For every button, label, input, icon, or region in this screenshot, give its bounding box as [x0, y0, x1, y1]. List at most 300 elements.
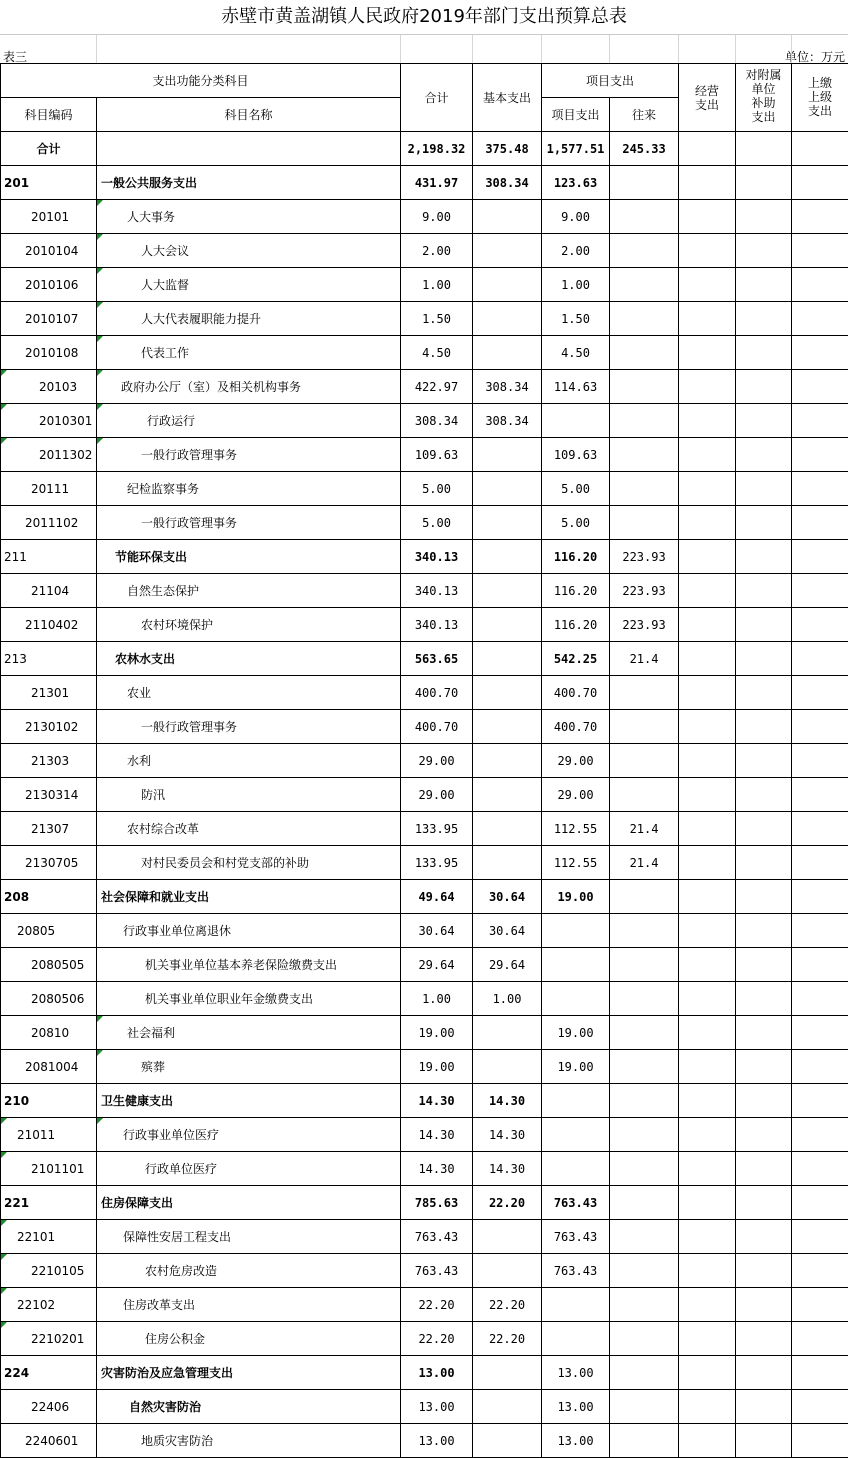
cell-project: 2.00 — [542, 234, 610, 268]
cell-name: 自然生态保护 — [97, 574, 401, 608]
cell-remit — [792, 336, 848, 370]
cell-transfer — [610, 166, 679, 200]
cell-remit — [792, 880, 848, 914]
cell-remit — [792, 438, 848, 472]
cell-total: 763.43 — [401, 1220, 473, 1254]
cell-total: 19.00 — [401, 1050, 473, 1084]
table-row — [1, 438, 848, 472]
cell-transfer: 223.93 — [610, 540, 679, 574]
cell-operating — [679, 540, 736, 574]
cell-project: 19.00 — [542, 880, 610, 914]
cell-total: 9.00 — [401, 200, 473, 234]
table-row — [1, 540, 848, 574]
cell-code: 21303 — [1, 744, 97, 778]
cell-code: 21104 — [1, 574, 97, 608]
cell-transfer: 223.93 — [610, 608, 679, 642]
cell-name: 一般公共服务支出 — [97, 166, 401, 200]
table-row — [1, 1254, 848, 1288]
cell-code: 2210201 — [1, 1322, 97, 1356]
cell-transfer: 245.33 — [610, 132, 679, 166]
cell-total: 14.30 — [401, 1084, 473, 1118]
cell-operating — [679, 846, 736, 880]
grid-line — [678, 35, 679, 63]
cell-total: 29.00 — [401, 744, 473, 778]
cell-subsidy — [736, 710, 792, 744]
cell-remit — [792, 982, 848, 1016]
cell-transfer — [610, 268, 679, 302]
cell-operating — [679, 1186, 736, 1220]
header-total: 合计 — [401, 64, 473, 132]
cell-basic: 22.20 — [473, 1186, 542, 1220]
cell-project: 542.25 — [542, 642, 610, 676]
cell-transfer: 21.4 — [610, 642, 679, 676]
cell-total: 340.13 — [401, 540, 473, 574]
cell-code: 2110402 — [1, 608, 97, 642]
cell-project: 400.70 — [542, 710, 610, 744]
cell-transfer — [610, 1186, 679, 1220]
cell-project: 109.63 — [542, 438, 610, 472]
cell-remit — [792, 1050, 848, 1084]
cell-subsidy — [736, 778, 792, 812]
cell-code: 21011 — [1, 1118, 97, 1152]
cell-total: 400.70 — [401, 710, 473, 744]
cell-name: 灾害防治及应急管理支出 — [97, 1356, 401, 1390]
cell-code: 21307 — [1, 812, 97, 846]
cell-total: 4.50 — [401, 336, 473, 370]
cell-remit — [792, 200, 848, 234]
cell-name: 对村民委员会和村党支部的补助 — [97, 846, 401, 880]
cell-name: 行政运行 — [97, 404, 401, 438]
cell-basic — [473, 1390, 542, 1424]
cell-total: 133.95 — [401, 846, 473, 880]
cell-operating — [679, 1118, 736, 1152]
cell-subsidy — [736, 1390, 792, 1424]
cell-operating — [679, 1356, 736, 1390]
cell-operating — [679, 1390, 736, 1424]
cell-project: 13.00 — [542, 1356, 610, 1390]
cell-subsidy — [736, 1424, 792, 1458]
cell-name: 住房保障支出 — [97, 1186, 401, 1220]
cell-operating — [679, 506, 736, 540]
cell-transfer — [610, 1084, 679, 1118]
cell-code: 22101 — [1, 1220, 97, 1254]
table-row — [1, 1220, 848, 1254]
cell-subsidy — [736, 846, 792, 880]
cell-project — [542, 948, 610, 982]
cell-project: 5.00 — [542, 472, 610, 506]
cell-name: 行政事业单位离退休 — [97, 914, 401, 948]
cell-operating — [679, 574, 736, 608]
cell-basic — [473, 506, 542, 540]
cell-operating — [679, 880, 736, 914]
table-row — [1, 982, 848, 1016]
cell-transfer — [610, 676, 679, 710]
cell-operating — [679, 744, 736, 778]
cell-code: 21301 — [1, 676, 97, 710]
cell-transfer — [610, 1050, 679, 1084]
cell-basic: 22.20 — [473, 1288, 542, 1322]
cell-project — [542, 1288, 610, 1322]
cell-remit — [792, 1322, 848, 1356]
cell-operating — [679, 914, 736, 948]
cell-name — [97, 132, 401, 166]
cell-code: 2011302 — [1, 438, 97, 472]
cell-operating — [679, 948, 736, 982]
cell-operating — [679, 166, 736, 200]
cell-remit — [792, 642, 848, 676]
header-name: 科目名称 — [97, 98, 401, 132]
cell-name: 一般行政管理事务 — [97, 710, 401, 744]
cell-project: 123.63 — [542, 166, 610, 200]
cell-basic: 308.34 — [473, 404, 542, 438]
cell-code: 2080505 — [1, 948, 97, 982]
cell-subsidy — [736, 132, 792, 166]
cell-total: 2.00 — [401, 234, 473, 268]
cell-total: 422.97 — [401, 370, 473, 404]
cell-code: 20111 — [1, 472, 97, 506]
cell-total: 563.65 — [401, 642, 473, 676]
header-subsidy: 对附属 单位 补助 支出 — [736, 64, 792, 132]
cell-transfer — [610, 710, 679, 744]
cell-name: 行政单位医疗 — [97, 1152, 401, 1186]
cell-name: 自然灾害防治 — [97, 1390, 401, 1424]
cell-transfer — [610, 234, 679, 268]
cell-project — [542, 1152, 610, 1186]
cell-name: 机关事业单位职业年金缴费支出 — [97, 982, 401, 1016]
cell-remit — [792, 1356, 848, 1390]
table-row — [1, 1356, 848, 1390]
cell-subsidy — [736, 1288, 792, 1322]
table-row — [1, 268, 848, 302]
cell-project: 1,577.51 — [542, 132, 610, 166]
cell-total: 22.20 — [401, 1322, 473, 1356]
cell-subsidy — [736, 1084, 792, 1118]
cell-basic — [473, 1220, 542, 1254]
table-row — [1, 1084, 848, 1118]
cell-basic — [473, 1016, 542, 1050]
cell-name: 卫生健康支出 — [97, 1084, 401, 1118]
cell-transfer — [610, 1254, 679, 1288]
cell-transfer — [610, 1424, 679, 1458]
header-transfer: 往来 — [610, 98, 679, 132]
table-row — [1, 642, 848, 676]
cell-remit — [792, 812, 848, 846]
cell-code: 20810 — [1, 1016, 97, 1050]
cell-basic — [473, 1050, 542, 1084]
cell-code: 208 — [1, 880, 97, 914]
cell-name: 农村综合改革 — [97, 812, 401, 846]
cell-project: 29.00 — [542, 778, 610, 812]
cell-subsidy — [736, 608, 792, 642]
cell-remit — [792, 472, 848, 506]
cell-remit — [792, 540, 848, 574]
cell-remit — [792, 268, 848, 302]
cell-subsidy — [736, 472, 792, 506]
table-row — [1, 132, 848, 166]
cell-project: 400.70 — [542, 676, 610, 710]
cell-operating — [679, 676, 736, 710]
cell-subsidy — [736, 642, 792, 676]
header-remit: 上缴 上级 支出 — [792, 64, 848, 132]
cell-name: 一般行政管理事务 — [97, 506, 401, 540]
cell-subsidy — [736, 1254, 792, 1288]
cell-total: 1.00 — [401, 268, 473, 302]
cell-name: 住房改革支出 — [97, 1288, 401, 1322]
cell-subsidy — [736, 1322, 792, 1356]
cell-total: 431.97 — [401, 166, 473, 200]
cell-operating — [679, 1254, 736, 1288]
cell-remit — [792, 1016, 848, 1050]
cell-basic: 22.20 — [473, 1322, 542, 1356]
cell-name: 人大会议 — [97, 234, 401, 268]
cell-transfer: 21.4 — [610, 812, 679, 846]
cell-subsidy — [736, 166, 792, 200]
table-body — [1, 132, 848, 1458]
cell-remit — [792, 166, 848, 200]
cell-basic: 29.64 — [473, 948, 542, 982]
cell-basic: 375.48 — [473, 132, 542, 166]
cell-basic — [473, 540, 542, 574]
cell-subsidy — [736, 1356, 792, 1390]
cell-subsidy — [736, 438, 792, 472]
cell-basic — [473, 846, 542, 880]
cell-project: 116.20 — [542, 540, 610, 574]
cell-code: 2130314 — [1, 778, 97, 812]
table-row — [1, 336, 848, 370]
cell-operating — [679, 302, 736, 336]
cell-remit — [792, 302, 848, 336]
cell-transfer — [610, 1390, 679, 1424]
cell-basic: 308.34 — [473, 370, 542, 404]
cell-name: 政府办公厅（室）及相关机构事务 — [97, 370, 401, 404]
cell-code: 2010108 — [1, 336, 97, 370]
cell-basic: 14.30 — [473, 1118, 542, 1152]
cell-basic — [473, 438, 542, 472]
table-row — [1, 676, 848, 710]
cell-name: 代表工作 — [97, 336, 401, 370]
cell-name: 水利 — [97, 744, 401, 778]
cell-code: 20101 — [1, 200, 97, 234]
cell-code: 210 — [1, 1084, 97, 1118]
header-project-group: 项目支出 — [542, 64, 679, 98]
cell-total: 5.00 — [401, 472, 473, 506]
cell-project: 112.55 — [542, 812, 610, 846]
cell-operating — [679, 1050, 736, 1084]
cell-subsidy — [736, 1186, 792, 1220]
cell-total: 308.34 — [401, 404, 473, 438]
cell-basic: 308.34 — [473, 166, 542, 200]
cell-subsidy — [736, 676, 792, 710]
cell-project: 13.00 — [542, 1390, 610, 1424]
cell-total: 400.70 — [401, 676, 473, 710]
cell-transfer — [610, 778, 679, 812]
cell-name: 行政事业单位医疗 — [97, 1118, 401, 1152]
cell-subsidy — [736, 268, 792, 302]
cell-transfer — [610, 948, 679, 982]
cell-total: 5.00 — [401, 506, 473, 540]
cell-name: 地质灾害防治 — [97, 1424, 401, 1458]
cell-code: 211 — [1, 540, 97, 574]
unit-label: 单位：万元 — [785, 48, 845, 65]
header-project: 项目支出 — [542, 98, 610, 132]
cell-transfer — [610, 1322, 679, 1356]
cell-code: 22406 — [1, 1390, 97, 1424]
cell-transfer — [610, 1220, 679, 1254]
cell-operating — [679, 132, 736, 166]
cell-subsidy — [736, 982, 792, 1016]
table-row — [1, 1118, 848, 1152]
cell-basic — [473, 642, 542, 676]
cell-operating — [679, 438, 736, 472]
table-row — [1, 200, 848, 234]
table-row — [1, 778, 848, 812]
table-row — [1, 608, 848, 642]
cell-subsidy — [736, 506, 792, 540]
cell-code: 224 — [1, 1356, 97, 1390]
cell-name: 农村危房改造 — [97, 1254, 401, 1288]
cell-basic — [473, 812, 542, 846]
cell-project — [542, 404, 610, 438]
table-row — [1, 1016, 848, 1050]
cell-basic — [473, 710, 542, 744]
cell-total: 22.20 — [401, 1288, 473, 1322]
cell-total: 785.63 — [401, 1186, 473, 1220]
cell-transfer — [610, 302, 679, 336]
cell-code: 2240601 — [1, 1424, 97, 1458]
table-row — [1, 404, 848, 438]
cell-name: 防汛 — [97, 778, 401, 812]
table-row — [1, 1390, 848, 1424]
table-row — [1, 234, 848, 268]
cell-basic: 30.64 — [473, 914, 542, 948]
cell-project — [542, 1084, 610, 1118]
cell-name: 农业 — [97, 676, 401, 710]
grid-line — [472, 35, 473, 63]
cell-operating — [679, 472, 736, 506]
cell-transfer — [610, 1118, 679, 1152]
cell-subsidy — [736, 1220, 792, 1254]
cell-basic: 14.30 — [473, 1152, 542, 1186]
cell-transfer — [610, 438, 679, 472]
cell-remit — [792, 1390, 848, 1424]
header-basic: 基本支出 — [473, 64, 542, 132]
cell-subsidy — [736, 234, 792, 268]
table-row — [1, 914, 848, 948]
table-row — [1, 506, 848, 540]
cell-transfer — [610, 914, 679, 948]
cell-project: 116.20 — [542, 608, 610, 642]
cell-operating — [679, 200, 736, 234]
cell-operating — [679, 710, 736, 744]
grid-line — [541, 35, 542, 63]
cell-total: 19.00 — [401, 1016, 473, 1050]
cell-project: 1.50 — [542, 302, 610, 336]
cell-total: 29.64 — [401, 948, 473, 982]
cell-total: 2,198.32 — [401, 132, 473, 166]
cell-subsidy — [736, 880, 792, 914]
cell-operating — [679, 1084, 736, 1118]
cell-transfer — [610, 880, 679, 914]
cell-remit — [792, 1186, 848, 1220]
table-row — [1, 846, 848, 880]
cell-basic — [473, 268, 542, 302]
cell-transfer — [610, 1356, 679, 1390]
table-row — [1, 812, 848, 846]
cell-operating — [679, 982, 736, 1016]
cell-basic — [473, 574, 542, 608]
cell-operating — [679, 642, 736, 676]
table-row — [1, 1186, 848, 1220]
cell-operating — [679, 1152, 736, 1186]
cell-project: 4.50 — [542, 336, 610, 370]
cell-remit — [792, 948, 848, 982]
cell-code: 2010106 — [1, 268, 97, 302]
cell-name: 人大代表履职能力提升 — [97, 302, 401, 336]
cell-code: 20805 — [1, 914, 97, 948]
cell-code: 合计 — [1, 132, 97, 166]
cell-transfer — [610, 370, 679, 404]
cell-subsidy — [736, 370, 792, 404]
grid-line — [96, 35, 97, 63]
cell-project — [542, 982, 610, 1016]
cell-project — [542, 914, 610, 948]
cell-basic — [473, 200, 542, 234]
cell-basic: 14.30 — [473, 1084, 542, 1118]
cell-subsidy — [736, 744, 792, 778]
cell-code: 213 — [1, 642, 97, 676]
cell-remit — [792, 234, 848, 268]
cell-code: 2210105 — [1, 1254, 97, 1288]
cell-subsidy — [736, 1016, 792, 1050]
cell-remit — [792, 1118, 848, 1152]
cell-code: 2130705 — [1, 846, 97, 880]
cell-transfer — [610, 1016, 679, 1050]
cell-subsidy — [736, 540, 792, 574]
grid-line — [609, 35, 610, 63]
cell-remit — [792, 1424, 848, 1458]
cell-operating — [679, 336, 736, 370]
cell-total: 13.00 — [401, 1390, 473, 1424]
table-row — [1, 574, 848, 608]
table-header — [1, 64, 848, 132]
cell-code: 2081004 — [1, 1050, 97, 1084]
cell-total: 133.95 — [401, 812, 473, 846]
cell-total: 49.64 — [401, 880, 473, 914]
cell-basic — [473, 1356, 542, 1390]
cell-remit — [792, 1084, 848, 1118]
cell-transfer — [610, 1152, 679, 1186]
table-row — [1, 744, 848, 778]
cell-name: 人大监督 — [97, 268, 401, 302]
cell-transfer — [610, 744, 679, 778]
cell-subsidy — [736, 336, 792, 370]
cell-project: 13.00 — [542, 1424, 610, 1458]
cell-transfer: 21.4 — [610, 846, 679, 880]
cell-remit — [792, 132, 848, 166]
cell-transfer — [610, 404, 679, 438]
cell-code: 2010107 — [1, 302, 97, 336]
budget-table — [0, 63, 848, 1458]
cell-total: 13.00 — [401, 1424, 473, 1458]
cell-total: 14.30 — [401, 1118, 473, 1152]
table-row — [1, 1424, 848, 1458]
cell-transfer: 223.93 — [610, 574, 679, 608]
cell-total: 1.50 — [401, 302, 473, 336]
cell-remit — [792, 1254, 848, 1288]
cell-operating — [679, 1424, 736, 1458]
header-code: 科目编码 — [1, 98, 97, 132]
cell-operating — [679, 404, 736, 438]
